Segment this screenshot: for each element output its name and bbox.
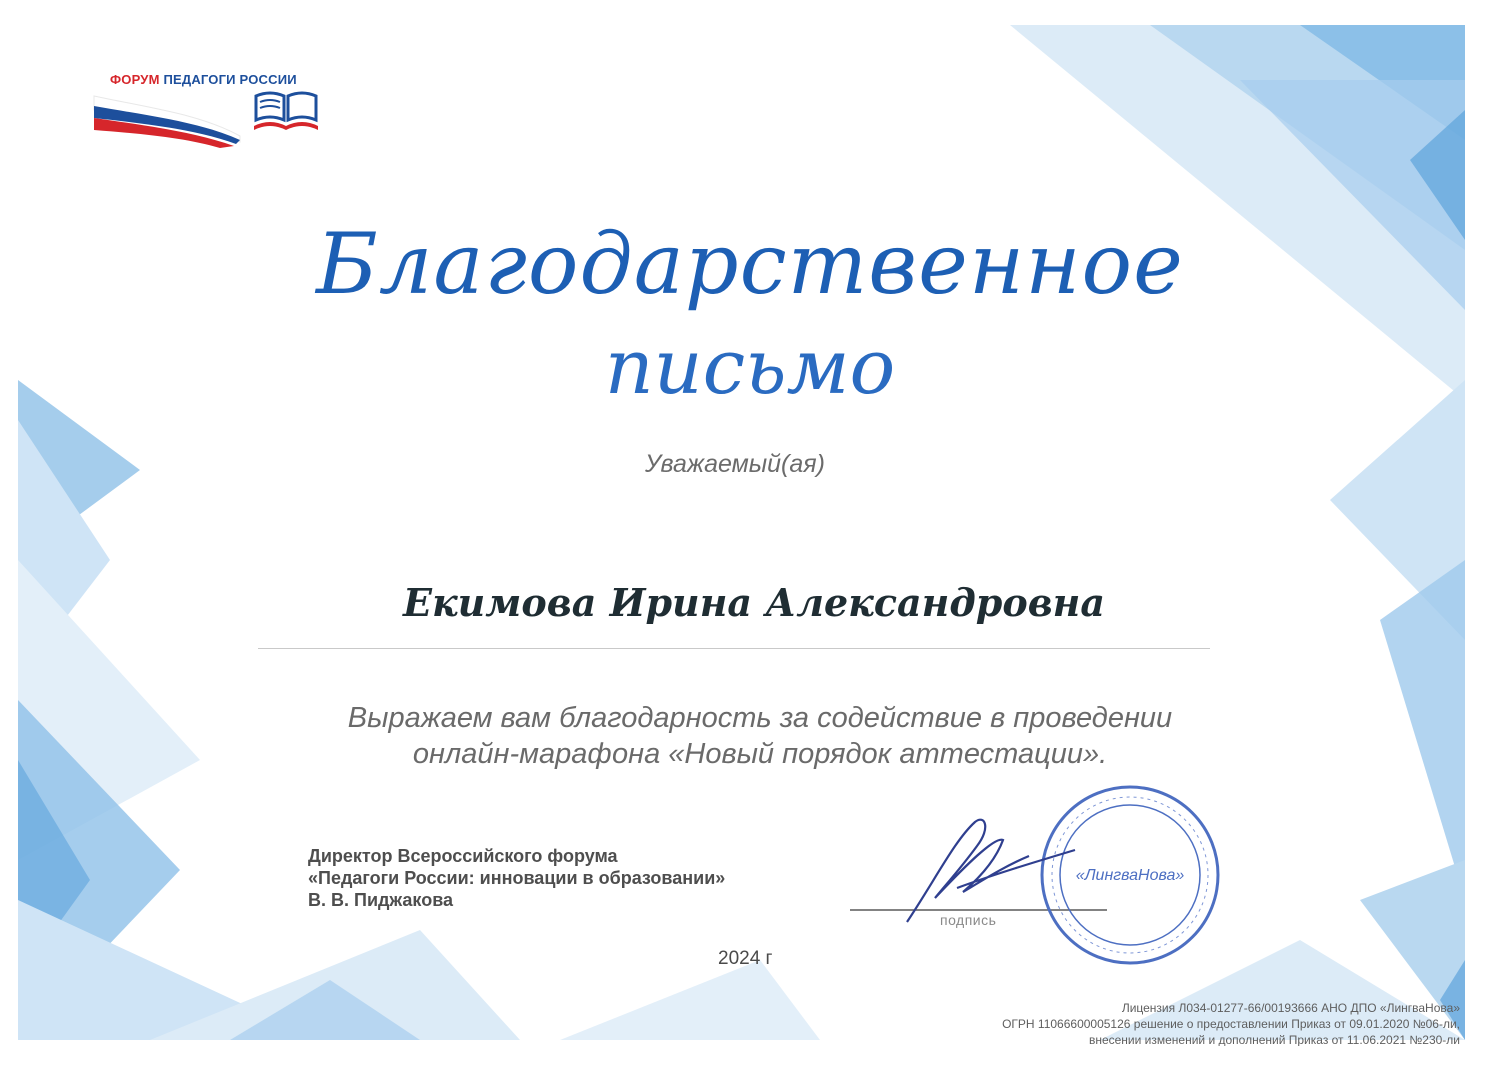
- logo-word-teachers: ПЕДАГОГИ РОССИИ: [163, 72, 297, 87]
- signatory-name: В. В. Пиджакова: [308, 890, 454, 910]
- greeting: Уважаемый(ая): [645, 450, 825, 478]
- signatory-organization: «Педагоги России: инновации в образовании»: [308, 868, 726, 888]
- document-title-line2: письмо: [604, 322, 896, 411]
- thanks-message: [0, 700, 1500, 772]
- logo-word-forum: ФОРУМ: [110, 72, 160, 87]
- name-underline: [258, 648, 1210, 649]
- document-title-line1: Благодарственное: [316, 215, 1184, 313]
- stamp-text: «ЛингваНова»: [1075, 867, 1185, 884]
- handwritten-signature: [907, 820, 1075, 922]
- official-stamp: [1042, 787, 1218, 963]
- signatory-block: [308, 845, 725, 911]
- license-line2: ОГРН 11066600005126 решение о предоставлении Приказ от 09.01.2020 №06-ли,: [1002, 1017, 1460, 1031]
- open-books-icon: [246, 88, 326, 134]
- recipient-name: Екимова Ирина Александровна: [403, 580, 1105, 625]
- forum-logo: [90, 68, 330, 148]
- thanks-message-line1: Выражаем вам благодарность за содействие в проведении: [347, 702, 1173, 734]
- signature-and-stamp: [845, 770, 1245, 970]
- license-line1: Лицензия Л034-01277-66/00193666 АНО ДПО «ЛингваНова»: [1121, 1001, 1460, 1015]
- license-info: [1002, 1000, 1460, 1046]
- thanks-message-line2: онлайн-марафона «Новый порядок аттестации».: [412, 738, 1108, 770]
- issue-year: 2024 г: [718, 948, 773, 969]
- signatory-position: Директор Всероссийского форума: [308, 846, 618, 866]
- logo-text: [110, 72, 297, 87]
- license-line3: внесении изменений и дополнений Приказ от 11.06.2021 №230-ли: [1088, 1033, 1460, 1046]
- signature-label: подпись: [940, 912, 997, 928]
